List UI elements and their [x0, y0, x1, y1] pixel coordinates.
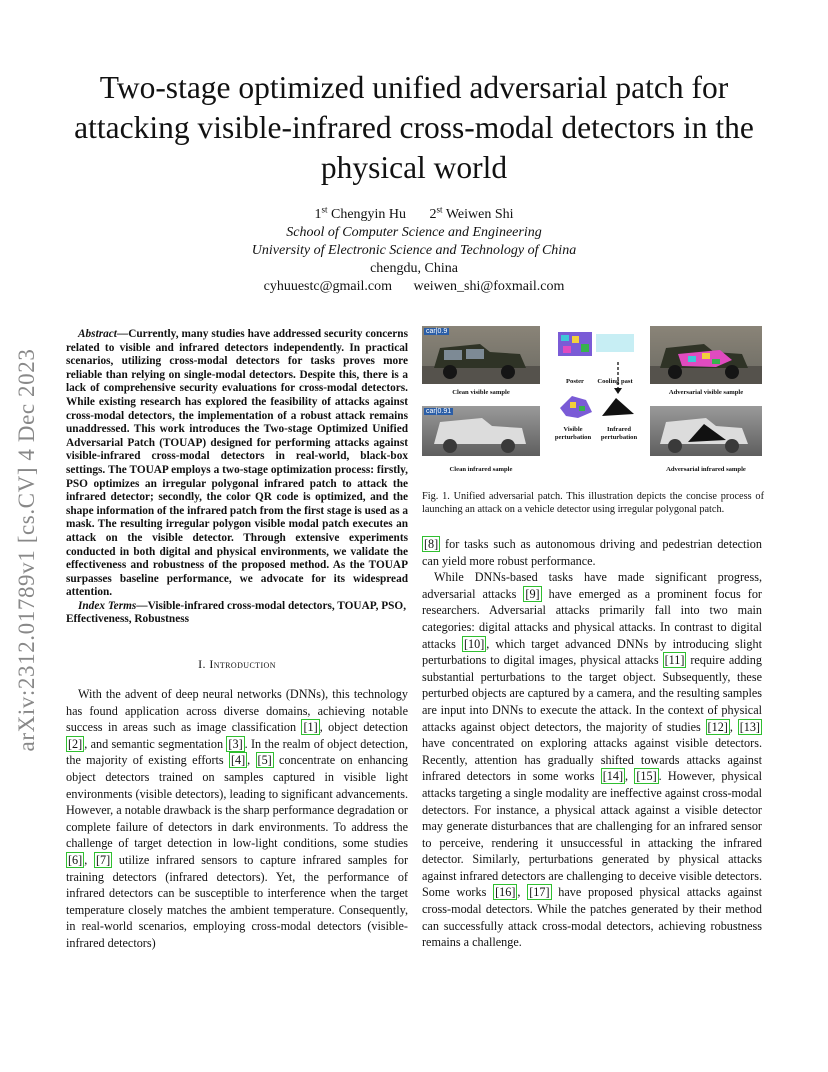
index-terms-lead: Index Terms: [78, 599, 137, 612]
citation-link[interactable]: [7]: [95, 853, 111, 867]
citation-link[interactable]: [5]: [257, 753, 272, 768]
paragraph-text: . In the realm of object detection, the majority of existing efforts: [66, 736, 408, 768]
paragraph-text: ,: [84, 853, 94, 867]
citation-link[interactable]: [15]: [636, 769, 657, 784]
email-2: weiwen_shi@foxmail.com: [413, 278, 565, 294]
infrared-detection-tag: car|0.91: [426, 408, 452, 415]
paragraph-text: With the advent of deep neural networks (DNNs), this technology has found application across diverse domains, achieving notable success in areas such as image classification: [66, 687, 408, 735]
poster-image: [558, 332, 592, 356]
paragraph-text: for tasks such as autonomous driving and pedestrian detection can yield more robust performance.: [422, 537, 762, 568]
index-terms: [66, 600, 408, 627]
abstract-lead: Abstract: [78, 328, 117, 340]
paragraph-text: ,: [247, 753, 256, 768]
citation-link[interactable]: [3]: [228, 736, 243, 751]
intro-paragraph-2: [422, 569, 762, 951]
citation-link[interactable]: [8]: [424, 537, 439, 551]
paragraph-text: . However, physical attacks targeting a single modality are ineffective against cross-modal detectors. For instance, a physical attack against a visible detector may generate disturbances that are challenging for an infrared sensor to perceive, rendering it unsuccessful in attacking the infrared detector. Similarly, perturbations generated by physical attacks against infrared detectors are challenging to deceive visible detectors. Some works: [422, 769, 763, 900]
infrared-perturbation-image: [602, 398, 634, 416]
citation-link[interactable]: [13]: [739, 719, 760, 734]
arxiv-sidebar: [2, 300, 52, 800]
label-poster: Poster: [566, 378, 584, 385]
paragraph-text: require adding substantial perturbations to the target object. Subsequently, these perturbed objects are captured by a camera, and the resulting samples are input into DNNs to execute the attack. In the context of physical attacks against object detectors, the majority of studies: [422, 653, 762, 734]
author-emails: [100, 278, 728, 296]
affiliation-school: School of Computer Science and Engineering: [286, 224, 542, 240]
citation-link[interactable]: [11]: [664, 653, 685, 668]
section-heading-introduction: I. Introduction: [198, 657, 276, 672]
label-clean-visible: Clean visible sample: [452, 389, 510, 396]
intro-paragraph-continued: [422, 536, 762, 569]
intro-paragraph-1: [66, 686, 408, 952]
label-adversarial-visible: Adversarial visible sample: [668, 389, 744, 396]
citation-link[interactable]: [10]: [463, 636, 485, 651]
citation-link[interactable]: [6]: [68, 853, 83, 867]
citation-link[interactable]: [9]: [525, 586, 540, 601]
paragraph-text: While DNNs-based tasks have made significant progress, adversarial attacks: [422, 570, 762, 601]
author-names: [100, 200, 728, 224]
affiliation-city: chengdu, China: [370, 260, 458, 276]
label-cooling-past: Cooling past: [597, 378, 633, 385]
abstract: [66, 328, 408, 600]
cooling-past-image: [596, 334, 634, 352]
paragraph-text: ,: [517, 885, 528, 900]
abstract-text: —Currently, many studies have addressed security concerns related to visible and infrared detectors independently. In practical scenarios, utilizing cross-modal detectors for tasks proves more reliable than relying on single-modal detectors. Despite this, there is a lack of comprehensive security evaluations for cross-modal detectors. While existing research has explored the feasibility of attacks against cross-modal detectors, the implementation of a robust attack remains unaddressed. This work introduces the Two-stage Optimized Unified Adversarial Patch (TOUAP) designed for performing attacks against visible-infrared cross-modal detectors in real-world, black-box settings. The TOUAP employs a two-stage optimization process: firstly, PSO optimizes an irregular polygonal infrared patch to attack the infrared detector; secondly, the color QR code is optimized, and the shape information of the infrared patch from the first stage is used as a mask. The resulting irregular polygon visible modal patch executes an attack on the visible detector. Through extensive experiments conducted in both digital and physical environments, we validate the effectiveness and robustness of the proposed method. As the TOUAP surpasses baseline performance, we advocate for its widespread attention.: [66, 328, 408, 599]
paragraph-text: have emerged as a prominent focus for researchers. Adversarial attacks primarily fall into two main categories: digital attacks and physical attacks. In contrast to digital attacks: [422, 586, 762, 651]
index-terms-text: —Visible-infrared cross-modal detectors, TOUAP, PSO, Effectiveness, Robustness: [66, 599, 407, 626]
citation-link[interactable]: [16]: [495, 885, 516, 900]
paragraph-text: ,: [729, 719, 738, 734]
paragraph-text: , and semantic segmentation: [84, 736, 227, 751]
author-2: 2st Weiwen Shi: [429, 204, 514, 222]
paragraph-text: ,: [625, 769, 635, 784]
email-1: cyhuuestc@gmail.com: [263, 278, 392, 294]
paragraph-text: utilize infrared sensors to capture infrared samples for training detectors (infrared detectors). Yet, the performance of infrared detectors can be susceptible to interference when the target temperature closely matches the ambient temperature. Consequently, in real-world scenarios, employing cross-modal detectors (visible-infrared detectors): [66, 853, 409, 950]
visible-detection-tag: car|0.9: [426, 328, 448, 335]
adversarial-infrared-image: [650, 406, 762, 456]
figure-1-caption: Fig. 1. Unified adversarial patch. This illustration depicts the concise process of launching an attack on a vehicle detector using irregular polygonal patch.: [422, 491, 764, 516]
paragraph-text: have concentrated on exploring attacks against visible detectors. Recently, attention has gradually shifted towards attacks against infrared detectors in some works: [422, 736, 762, 784]
label-clean-infrared: Clean infrared sample: [449, 466, 513, 473]
citation-link[interactable]: [14]: [602, 769, 624, 784]
citation-link[interactable]: [1]: [303, 720, 318, 735]
figure-1: [420, 322, 764, 473]
adversarial-visible-image: [650, 326, 762, 384]
citation-link[interactable]: [12]: [707, 719, 728, 734]
affiliation-university: University of Electronic Science and Technology of China: [251, 242, 577, 258]
paragraph-text: , which target advanced DNNs by introducing slight perturbations to digital images, physical attacks: [422, 636, 762, 668]
arxiv-identifier: arXiv:2312.01789v1 [cs.CV] 4 Dec 2023: [14, 348, 39, 752]
label-infrared-perturbation: Infrared perturbation: [600, 426, 638, 441]
paper-title: Two-stage optimized unified adversarial patch for attacking visible-infrared cross-modal detectors in the physical world: [74, 70, 754, 185]
paragraph-text: concentrate on enhancing object detectors trained on samples captured in visible light environments (visible detectors), leading to significant advancements. However, a notable drawback is the sharp performance degradation or complete failure of detectors in dark environments. To address the challenge of target detection in low-light conditions, some studies: [66, 753, 409, 851]
citation-link[interactable]: [4]: [230, 753, 246, 768]
paragraph-text: have proposed physical attacks against cross-modal detectors. While the patches generated by their method can successfully attack cross-modal detectors, achieving robustness remains a challenge.: [422, 885, 762, 950]
label-visible-perturbation: Visible perturbation: [554, 426, 592, 441]
author-1: 1st Chengyin Hu: [314, 204, 407, 222]
author-block: [100, 200, 728, 296]
right-column: [422, 536, 762, 951]
paragraph-text: , object detection: [319, 720, 408, 735]
label-adversarial-infrared: Adversarial infrared sample: [666, 466, 746, 473]
citation-link[interactable]: [17]: [529, 885, 550, 900]
citation-link[interactable]: [2]: [68, 736, 83, 751]
left-column: [66, 328, 408, 952]
